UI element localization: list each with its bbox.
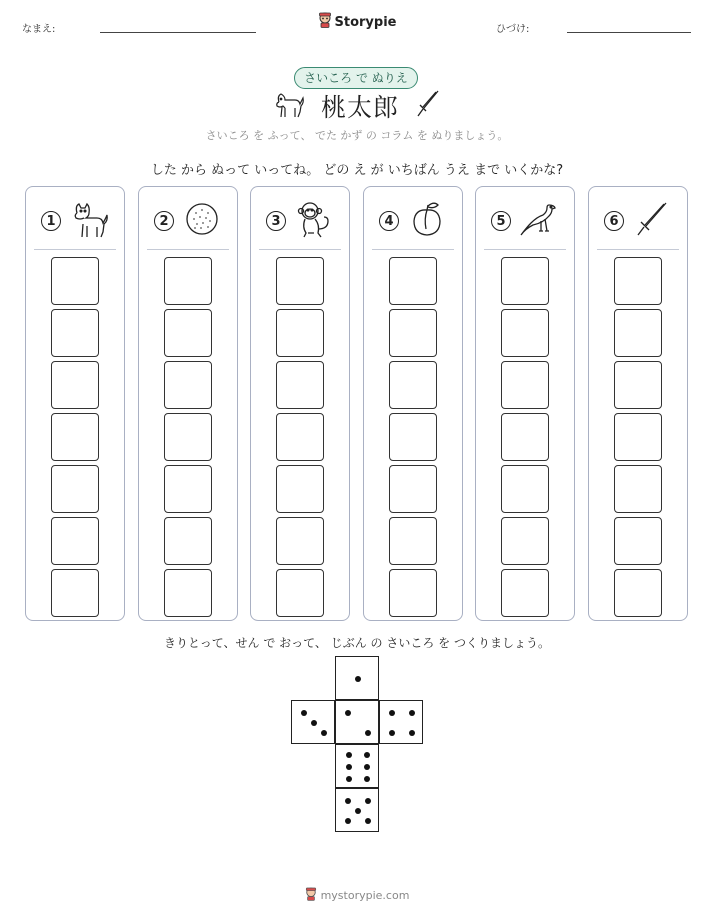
coloring-cell[interactable]	[501, 465, 549, 513]
storypie-logo-icon	[318, 12, 332, 32]
monkey-icon	[294, 199, 334, 243]
coloring-cell[interactable]	[164, 257, 212, 305]
dice-pip	[345, 710, 351, 716]
coloring-cell[interactable]	[276, 465, 324, 513]
coloring-cell[interactable]	[164, 361, 212, 409]
coloring-cell[interactable]	[51, 257, 99, 305]
dice-pip	[321, 730, 327, 736]
peach-icon	[407, 199, 447, 243]
dice-face-5	[335, 788, 379, 832]
column-header	[589, 201, 687, 241]
dice-pip	[301, 710, 307, 716]
dice-pip	[365, 798, 371, 804]
coloring-cell[interactable]	[164, 413, 212, 461]
date-label: ひづけ:	[496, 24, 530, 35]
dice-face-3	[291, 700, 335, 744]
date-line	[567, 32, 691, 33]
page-title: 桃太郎	[320, 93, 399, 122]
dice-face-1	[335, 656, 379, 700]
coloring-cell[interactable]	[164, 309, 212, 357]
column-header	[251, 201, 349, 241]
column-2	[138, 186, 238, 621]
coloring-cell[interactable]	[51, 517, 99, 565]
coloring-cell[interactable]	[614, 517, 662, 565]
column-6	[588, 186, 688, 621]
cut-instruction: きりとって、せん で おって、 じぶん の さいころ を つくりましょう。	[164, 636, 550, 650]
column-header	[476, 201, 574, 241]
coloring-cell[interactable]	[276, 361, 324, 409]
column-number: 1	[41, 211, 61, 231]
instruction: した から ぬって いってね。 どの え が いちばん うえ まで いくかな?	[150, 163, 564, 178]
column-4	[363, 186, 463, 621]
brand	[0, 12, 714, 32]
coloring-cell[interactable]	[501, 257, 549, 305]
name-line	[100, 32, 256, 33]
dice-pip	[364, 752, 370, 758]
dice-pip	[346, 776, 352, 782]
dice-pip	[364, 776, 370, 782]
coloring-cell[interactable]	[614, 257, 662, 305]
coloring-cell[interactable]	[51, 413, 99, 461]
dice-pip	[355, 676, 361, 682]
dice-pip	[365, 818, 371, 824]
coloring-cell[interactable]	[164, 569, 212, 617]
name-label: なまえ:	[22, 24, 56, 35]
coloring-cell[interactable]	[501, 569, 549, 617]
coloring-cell[interactable]	[51, 465, 99, 513]
dice-pip	[311, 720, 317, 726]
coloring-cell[interactable]	[389, 257, 437, 305]
coloring-cell[interactable]	[389, 569, 437, 617]
coloring-cell[interactable]	[276, 517, 324, 565]
title-row	[0, 88, 714, 124]
subtitle: さいころ を ふって、 でた かず の コラム を ぬりましょう。	[205, 129, 509, 142]
coloring-cell[interactable]	[614, 361, 662, 409]
dice-face-2	[335, 700, 379, 744]
coloring-cell[interactable]	[389, 361, 437, 409]
dice-pip	[345, 798, 351, 804]
coloring-cell[interactable]	[276, 309, 324, 357]
coloring-cell[interactable]	[501, 309, 549, 357]
dice-face-4	[379, 700, 423, 744]
pheasant-icon	[519, 199, 559, 243]
storypie-logo-icon	[305, 887, 317, 904]
column-header	[364, 201, 462, 241]
coloring-cell[interactable]	[51, 309, 99, 357]
coloring-cell[interactable]	[51, 361, 99, 409]
coloring-cell[interactable]	[614, 413, 662, 461]
dice-pip	[346, 764, 352, 770]
column-divider	[147, 249, 229, 250]
dog-icon	[69, 199, 109, 243]
coloring-cell[interactable]	[164, 517, 212, 565]
column-number: 4	[379, 211, 399, 231]
coloring-cell[interactable]	[389, 517, 437, 565]
coloring-cell[interactable]	[501, 361, 549, 409]
column-1	[25, 186, 125, 621]
column-header	[139, 201, 237, 241]
sword-icon	[415, 89, 441, 123]
coloring-cell[interactable]	[276, 413, 324, 461]
column-divider	[34, 249, 116, 250]
dice-pip	[345, 818, 351, 824]
coloring-cell[interactable]	[389, 413, 437, 461]
dice-pip	[389, 710, 395, 716]
coloring-cell[interactable]	[389, 465, 437, 513]
coloring-cell[interactable]	[164, 465, 212, 513]
dice-pip	[389, 730, 395, 736]
dice-pip	[409, 710, 415, 716]
column-number: 3	[266, 211, 286, 231]
footer-url: mystorypie.com	[320, 889, 410, 902]
dice-face-6	[335, 744, 379, 788]
column-number: 2	[154, 211, 174, 231]
activity-badge: さいころ で ぬりえ	[294, 67, 418, 89]
coloring-cell[interactable]	[276, 569, 324, 617]
footer	[0, 886, 714, 905]
column-divider	[597, 249, 679, 250]
coloring-cell[interactable]	[501, 517, 549, 565]
coloring-cell[interactable]	[276, 257, 324, 305]
coloring-cell[interactable]	[614, 309, 662, 357]
millet-dumpling-icon	[182, 199, 222, 243]
column-5	[475, 186, 575, 621]
coloring-cell[interactable]	[51, 569, 99, 617]
column-header	[26, 201, 124, 241]
sword-icon	[632, 199, 672, 243]
dice-pip	[364, 764, 370, 770]
column-divider	[259, 249, 341, 250]
coloring-cell[interactable]	[389, 309, 437, 357]
dice-pip	[409, 730, 415, 736]
brand-name: Storypie	[334, 14, 397, 30]
coloring-cell[interactable]	[501, 413, 549, 461]
column-divider	[372, 249, 454, 250]
column-3	[250, 186, 350, 621]
column-number: 6	[604, 211, 624, 231]
dice-pip	[365, 730, 371, 736]
coloring-cell[interactable]	[614, 569, 662, 617]
dice-pip	[346, 752, 352, 758]
column-number: 5	[491, 211, 511, 231]
dice-pip	[355, 808, 361, 814]
column-divider	[484, 249, 566, 250]
coloring-cell[interactable]	[614, 465, 662, 513]
dog-icon	[273, 90, 305, 122]
